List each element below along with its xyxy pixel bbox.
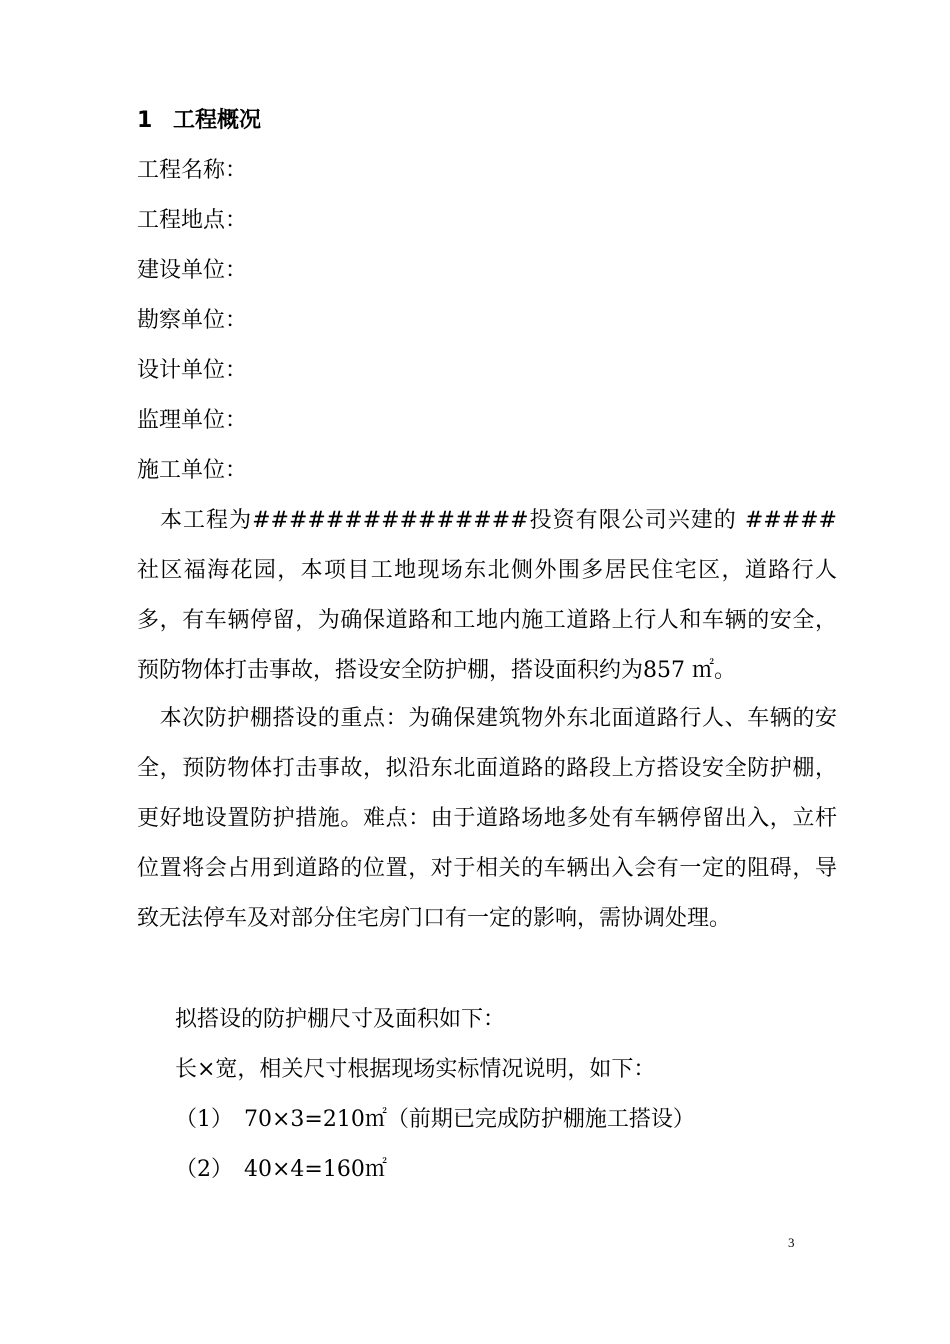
field-supervision-unit: 监理单位： <box>137 408 248 433</box>
section-number: 1 <box>137 108 153 133</box>
field-survey-unit: 勘察单位： <box>137 308 248 333</box>
dimension-item-1: （1） 70×3=210㎡（前期已完成防护棚施工搭设） <box>175 1107 695 1132</box>
dimensions-intro: 拟搭设的防护棚尺寸及面积如下： <box>175 1007 506 1032</box>
page-number: 3 <box>788 1235 795 1250</box>
field-project-location: 工程地点： <box>137 208 248 233</box>
field-contractor-unit: 施工单位： <box>137 458 248 483</box>
paragraph-project-overview: 本工程为###############投资有限公司兴建的 #####社区福海花园，本项目工地现场东北侧外围多居民住宅区，道路行人多，有车辆停留，为确保道路和工地内施工道路上行人和车辆的安全，预防物体打击事故，搭设安全防护棚，搭设面积约为857 ㎡。 <box>137 508 837 683</box>
dimensions-note: 长×宽，相关尺寸根据现场实标情况说明，如下： <box>175 1057 656 1082</box>
section-title: 工程概况 <box>173 108 262 133</box>
field-design-unit: 设计单位： <box>137 358 248 383</box>
dimension-item-2: （2） 40×4=160㎡ <box>175 1157 387 1182</box>
field-project-name: 工程名称： <box>137 158 248 183</box>
field-construction-unit: 建设单位： <box>137 258 248 283</box>
paragraph-key-points: 本次防护棚搭设的重点：为确保建筑物外东北面道路行人、车辆的安全，预防物体打击事故，拟沿东北面道路的路段上方搭设安全防护棚，更好地设置防护措施。难点：由于道路场地多处有车辆停留出入，立杆位置将会占用到道路的位置，对于相关的车辆出入会有一定的阻碍，导致无法停车及对部分住宅房门口有一定的影响，需协调处理。 <box>137 706 837 931</box>
section-heading <box>137 104 261 138</box>
